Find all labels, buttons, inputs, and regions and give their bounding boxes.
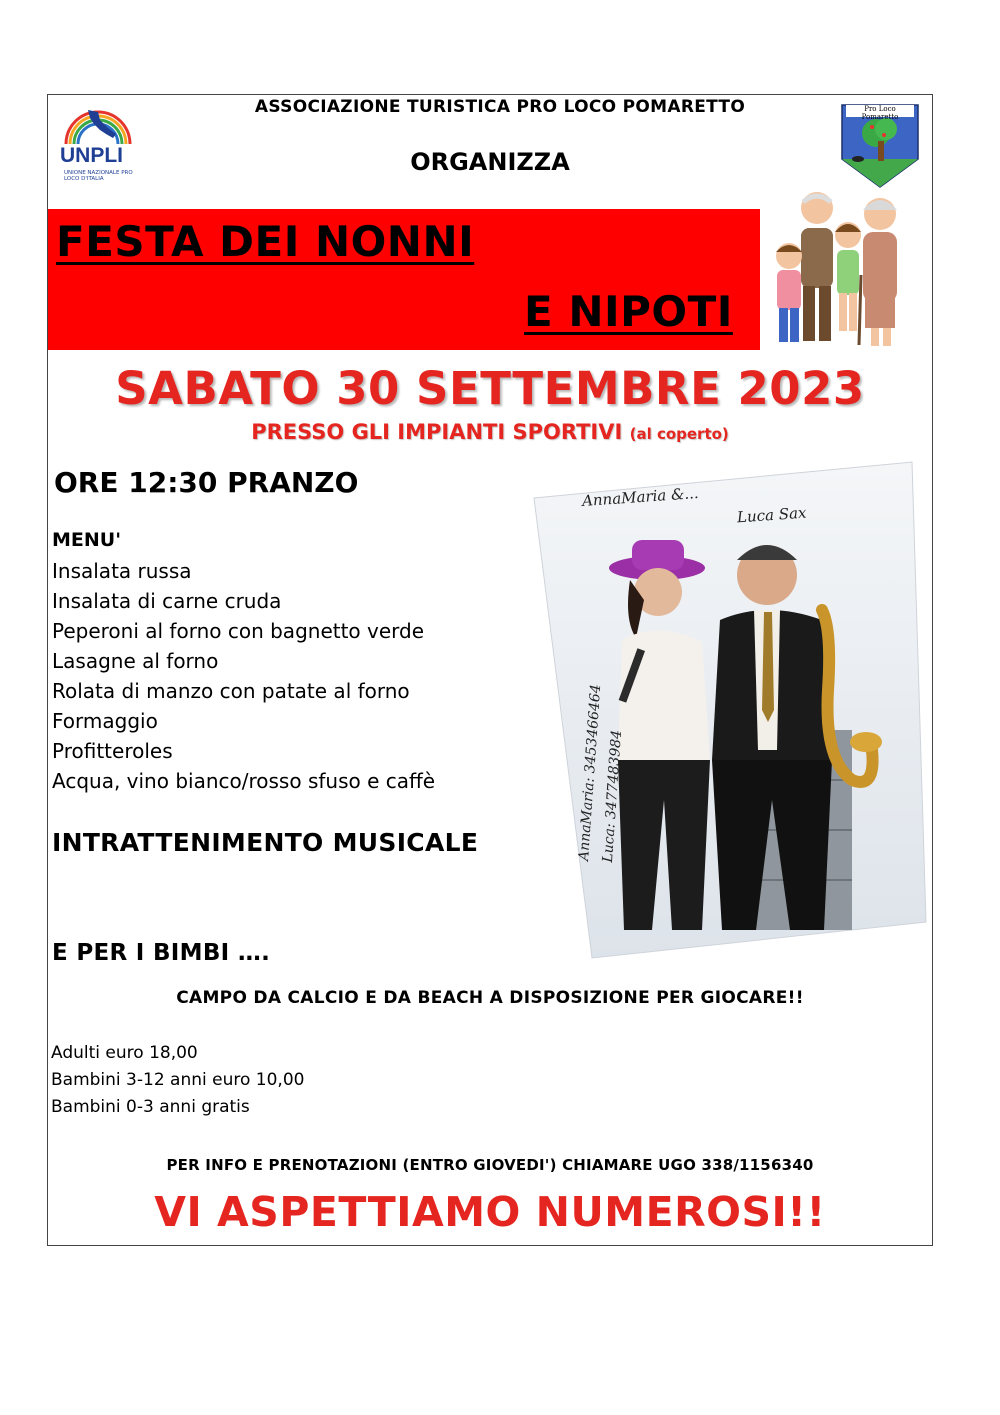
price-item: Adulti euro 18,00 — [51, 1043, 198, 1063]
menu-title: MENU' — [52, 529, 122, 551]
price-item: Bambini 0-3 anni gratis — [51, 1097, 250, 1117]
photo-phone-1: AnnaMaria: 3453466464 — [575, 683, 605, 862]
crest-label: Pro Loco Pomaretto — [861, 105, 899, 121]
kids-heading: E PER I BIMBI …. — [52, 940, 271, 966]
booking-info: PER INFO E PRENOTAZIONI (ENTRO GIOVEDI') CHIAMARE UGO 338/1156340 — [166, 1156, 814, 1174]
menu-list — [52, 556, 435, 796]
kids-activities: CAMPO DA CALCIO E DA BEACH A DISPOSIZIONE PER GIOCARE!! — [176, 988, 804, 1008]
menu-item: Rolata di manzo con patate al forno — [52, 679, 410, 703]
unpli-logo-subtext: UNIONE NAZIONALE PRO LOCO D'ITALIA — [64, 170, 133, 182]
organizza-heading: ORGANIZZA — [410, 148, 570, 176]
menu-item: Peperoni al forno con bagnetto verde — [52, 619, 425, 643]
association-name: ASSOCIAZIONE TURISTICA PRO LOCO POMARETTO — [254, 97, 746, 117]
photo-phone-2: Luca: 3477483984 — [599, 729, 626, 864]
menu-item: Insalata di carne cruda — [52, 589, 282, 613]
menu-item: Acqua, vino bianco/rosso sfuso e caffè — [52, 769, 436, 793]
price-item: Bambini 3-12 anni euro 10,00 — [51, 1070, 305, 1090]
photo-names-line-2: Luca Sax — [736, 503, 807, 527]
price-list — [51, 1040, 304, 1121]
family-illustration — [763, 180, 923, 355]
music-heading: INTRATTENIMENTO MUSICALE — [52, 828, 479, 857]
menu-item: Lasagne al forno — [52, 649, 219, 673]
menu-item: Formaggio — [52, 709, 158, 733]
event-venue — [0, 420, 980, 444]
venue-text: PRESSO GLI IMPIANTI SPORTIVI — [251, 420, 623, 444]
menu-item: Insalata russa — [52, 559, 192, 583]
title-line-1: FESTA DEI NONNI — [56, 217, 475, 266]
musicians-photo — [532, 460, 928, 960]
grandparents-grandchildren-icon — [763, 180, 923, 355]
venue-note: (al coperto) — [629, 425, 729, 443]
lunch-heading: ORE 12:30 PRANZO — [54, 466, 359, 499]
unpli-logo-text: UNPLI — [60, 144, 123, 167]
menu-item: Profitteroles — [52, 739, 173, 763]
event-date: SABATO 30 SETTEMBRE 2023 — [115, 362, 865, 415]
title-line-2: E NIPOTI — [524, 287, 733, 336]
closing-message: VI ASPETTIAMO NUMEROSI!! — [154, 1188, 826, 1236]
photo-names-line-1: AnnaMaria &... — [581, 483, 700, 511]
